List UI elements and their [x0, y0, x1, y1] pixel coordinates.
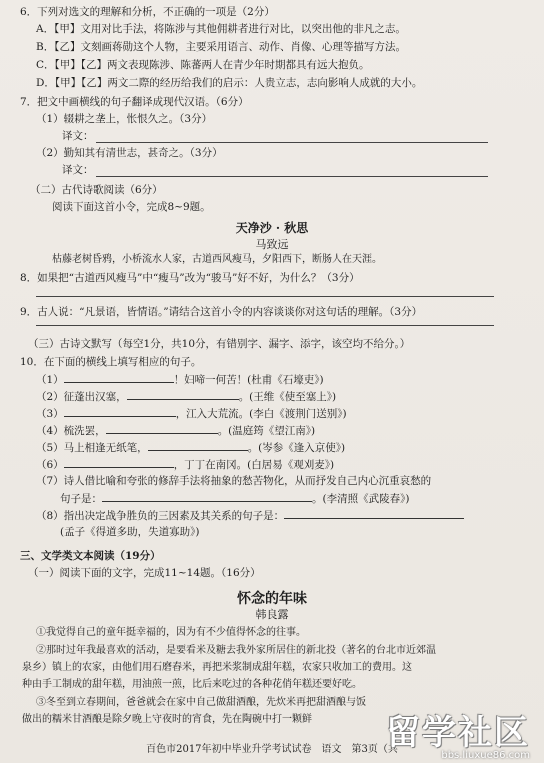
q10-item-4	[36, 423, 315, 438]
q10-item-4-post: 。(温庭筠《望江南》)	[217, 425, 316, 437]
poem-author: 马致远	[255, 238, 289, 251]
q8-answer-line[interactable]	[36, 296, 494, 297]
q7-yiwen-label-2: 译文：	[62, 164, 94, 176]
q9-answer-line[interactable]	[36, 325, 494, 326]
poem-intro: 阅读下面这首小令，完成8~9题。	[52, 201, 211, 213]
article-paragraph-1: ①我觉得自己的童年挺幸福的，因为有不少值得怀念的往事。	[36, 627, 306, 638]
q10-item-3-post: ，江入大荒流。(李白《渡荆门送别》)	[175, 408, 347, 420]
q8-stem: 8．如果把“古道西风瘦马”中“瘦马”改为“骏马”好不好，为什么？（3分）	[20, 272, 360, 284]
q7-answer-line-1[interactable]	[96, 142, 488, 143]
q10-item-3-pre: （3）	[36, 408, 64, 420]
q10-blank-6[interactable]	[64, 457, 174, 468]
q10-blank-8[interactable]	[284, 508, 464, 519]
q10-item-2-post: 。(王维《使至塞上》)	[238, 391, 337, 403]
article-title: 怀念的年味	[237, 591, 307, 607]
q7-answer-line-2[interactable]	[96, 176, 488, 177]
q10-blank-3[interactable]	[64, 406, 176, 417]
article-paragraph-3-line-2: 做出的糯米甘酒酿是除夕晚上守夜时的宵食，先在陶碗中打一颗鲜	[22, 714, 312, 725]
q10-item-5-pre: （5）马上相逢无纸笔，	[36, 442, 148, 454]
q10-item-6-post: ，丁丁在南冈。(白居易《观刈麦》)	[173, 459, 335, 471]
q6-option-b: B．【乙】文刻画蒋勋这个人物，主要采用语言、动作、肖像、心理等描写方法。	[36, 41, 406, 53]
q10-blank-2[interactable]	[127, 389, 239, 400]
q10-item-3	[36, 406, 347, 421]
page-footer: 百色市2017年初中毕业升学考试试卷 语文 第3页（共	[146, 744, 398, 755]
q10-item-8-line-2: (孟子《得道多助，失道寡助》)	[60, 526, 200, 538]
q10-item-4-pre: （4）梳洗罢，	[36, 425, 106, 437]
q10-item-7-line-2	[60, 491, 409, 506]
q10-item-5	[36, 440, 345, 455]
q10-blank-4[interactable]	[106, 423, 218, 434]
poem-title: 天净沙 · 秋思	[235, 221, 309, 235]
q10-blank-7[interactable]	[102, 491, 312, 502]
q10-item-1-pre: （1）	[36, 374, 64, 386]
q10-item-7-post: 。(李清照《武陵春》)	[312, 493, 410, 505]
q7-stem: 7．把文中画横线的句子翻译成现代汉语。（6分）	[20, 96, 249, 108]
site-watermark	[368, 705, 538, 761]
poem-section-title: （二）古代诗歌阅读（6分）	[30, 184, 163, 196]
q10-item-8-text: （8）指出决定战争胜负的三因素及其关系的句子是：	[36, 510, 285, 522]
q10-blank-1[interactable]	[64, 372, 174, 383]
q6-option-c: C．【甲】【乙】两文表现陈涉、陈蕃两人在青少年时期都具有远大抱负。	[36, 59, 370, 71]
poem-text: 枯藤老树昏鸦，小桥流水人家，古道西风瘦马，夕阳西下，断肠人在天涯。	[52, 254, 382, 265]
article-author: 韩良露	[255, 608, 289, 621]
watermark-logo-text: 留学社区	[386, 713, 530, 753]
article-paragraph-3-line-1: ③冬至到立春期间，爸爸就会在家中自己做甜酒酿，先炊米再把甜酒酿与饭	[36, 697, 366, 708]
q10-item-1-post: ！妇啼一何苦！(杜甫《石壕吏》)	[173, 374, 324, 386]
q10-item-7-pre: 句子是：	[60, 493, 102, 505]
article-paragraph-2-line-2: 泉乡）镇上的农家，由他们用石磨舂米，再把米浆制成甜年糕，农家只收加工的费用。这	[22, 662, 412, 673]
q10-item-7-line-1: （7）诗人借比喻和夸张的修辞手法将抽象的愁苦物化，从而抒发自己内心沉重哀愁的	[36, 475, 432, 487]
q7-sentence-2: （2）勤知其有清世志，甚奇之。（3分）	[36, 147, 223, 159]
q10-item-8-line-1	[36, 508, 464, 523]
q6-stem: 6．下列对选文的理解和分析，不正确的一项是（2分）	[20, 6, 275, 18]
q10-blank-5[interactable]	[148, 440, 248, 451]
q6-option-d: D．【甲】【乙】两文二際的经历给我们的启示：人贵立志，志向影响人成就的大小。	[36, 77, 423, 89]
watermark-url: bbs.liuxue86.com	[441, 750, 530, 761]
q7-yiwen-label-1: 译文：	[62, 130, 94, 142]
q10-item-6-pre: （6）	[36, 459, 64, 471]
q10-stem: 10．在下面的横线上填写相应的句子。	[20, 356, 202, 368]
article-paragraph-2-line-1: ②那时过年我最喜欢的活动，是要看米及糖去我外家所居住的新北投（著名的台北市近郊温	[36, 645, 436, 656]
q10-item-5-post: 。(岑参《逢入京使》)	[247, 442, 346, 454]
q10-item-6	[36, 457, 334, 472]
q10-item-2	[36, 389, 336, 404]
moxie-section-title: （三）古诗文默写（每空1分，共10分，有错别字、漏字、添字，该空均不给分。）	[28, 338, 411, 350]
q6-option-a: A．【甲】文用对比手法，将陈涉与其他佣耕者进行对比，以突出他的非凡之志。	[36, 23, 406, 35]
q7-sentence-1: （1）辍耕之垄上，怅恨久之。（3分）	[36, 113, 213, 125]
article-paragraph-2-line-3: 种由手工制成的甜年糕，用油煎一煎，比后来吃过的各种花俏年糕还要好吃。	[22, 679, 362, 690]
q9-stem: 9．古人说：“凡景语，皆情语。”请结合这首小令的内容谈谈你对这句话的理解。（3分）	[20, 306, 423, 318]
q10-item-2-pre: （2）征蓬出汉塞，	[36, 391, 127, 403]
sec3-title: 三、文学类文本阅读（19分）	[20, 550, 161, 562]
q10-item-1	[36, 372, 324, 387]
sec3-subtitle: （一）阅读下面的文字，完成11~14题。（16分）	[28, 567, 261, 579]
